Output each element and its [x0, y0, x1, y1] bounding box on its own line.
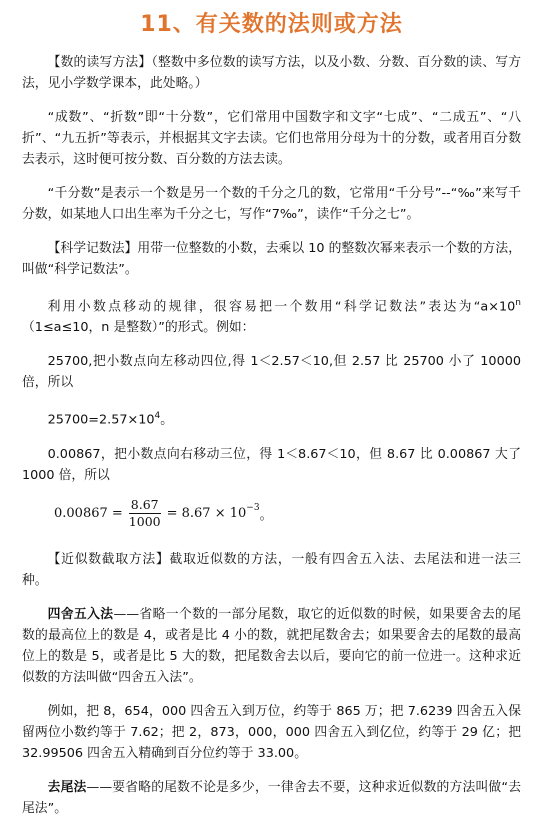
fraction-numerator: 8.67 — [130, 497, 159, 513]
paragraph-per-mille: “千分数”是表示一个数是另一个数的千分之几的数，它常用“千分号”--“‰”来写千分数，如某地人口出生率为千分之七，写作“7‰”，读作“千分之七”。 — [22, 186, 521, 222]
exponent: n — [515, 298, 521, 308]
paragraph-text: （整数中多位数的读写方法，以及小数、分数、百分数的读、写方法，见小学数学课本，此处略。） — [22, 55, 521, 91]
paragraph-text: ——要省略的尾数不论是多少，一律舍去不要，这种求近似数的方法叫做“去尾法”。 — [22, 779, 521, 816]
fraction — [127, 497, 163, 530]
formula-end: 。 — [160, 412, 174, 428]
page-title: 11、有关数的法则或方法 — [140, 12, 403, 37]
section-heading: 【数的读写方法】 — [47, 55, 152, 70]
paragraph-rounding-examples: 例如，把 8，654，000 四舍五入到万位，约等于 865 万；把 7.6239 四舍五入保留两位小数约等于 7.62；把 2，873，000，000 四舍五入到亿位，约等于 29 亿；把 32.99506 四舍五入精确到百分位约等于 33.00。 — [22, 703, 521, 761]
paragraph-text: 截取近似数的方法，一般有四舍五入法、去尾法和进一法三种。 — [22, 551, 522, 588]
paragraph-example-2: 0.00867，把小数点向右移动三位，得 1＜8.67＜10，但 8.67 比 0.00867 大了 1000 倍，所以 — [22, 446, 521, 483]
paragraph-truncation — [22, 777, 521, 819]
paragraph-percent-folds: “成数”、“折数”即“十分数”，它们常用中国数字和文字“七成”、“二成五”、“八折”、“九五折”等表示，并根据其文字去读。它们也常用分母为十的分数，或者用百分数去表示，这时便可按分数、百分数的方法去读。 — [22, 110, 521, 167]
term-heading: 去尾法 — [47, 779, 87, 795]
formula-text: 25700=2.57×10 — [47, 412, 155, 428]
paragraph-scientific-notation — [22, 238, 521, 280]
exponent: 4 — [154, 411, 161, 422]
paragraph-text: 用带一位整数的小数，去乘以 10 的整数次幂来表示一个数的方法，叫做“科学记数法”。 — [22, 241, 522, 277]
term-heading: 四舍五入法 — [47, 606, 114, 622]
paragraph-text: （1≤a≤10，n 是整数）”的形式。例如： — [22, 320, 255, 336]
paragraph-text: ——省略一个数的一部分尾数，取它的近似数的时候，如果要舍去的尾数的最高位上的数是 4，或者是比 4 小的数，就把尾数舍去；如果要舍去的尾数的最高位上的数是 5，或者是比 5 大的数，把尾数舍去以后，要向它的前一位进一。这种求近似数的方法叫做“四舍五入法”。 — [22, 606, 522, 685]
exponent: −3 — [246, 502, 260, 513]
formula-2 — [54, 492, 521, 536]
paragraph-reading-writing — [22, 52, 521, 94]
paragraph-approximation — [22, 549, 521, 591]
formula-end: 。 — [259, 508, 273, 524]
paragraph-example-1: 25700,把小数点向左移动四位,得 1＜2.57＜10,但 2.57 比 25700 小了 10000 倍，所以 — [22, 354, 521, 391]
fraction-denominator: 1000 — [128, 514, 161, 530]
section-heading: 【科学记数法】 — [47, 241, 138, 256]
paragraph-decimal-shift — [22, 293, 521, 338]
formula-rhs: = 8.67 × 10 — [166, 506, 247, 522]
paragraph-rounding — [22, 604, 521, 688]
paragraph-text: 利用小数点移动的规律，很容易把一个数用“科学记数法”表达为“a×10 — [47, 299, 516, 315]
formula-lhs: 0.00867 = — [54, 506, 123, 522]
section-heading: 【近似数截取方法】 — [47, 551, 170, 567]
formula-1 — [22, 406, 521, 430]
